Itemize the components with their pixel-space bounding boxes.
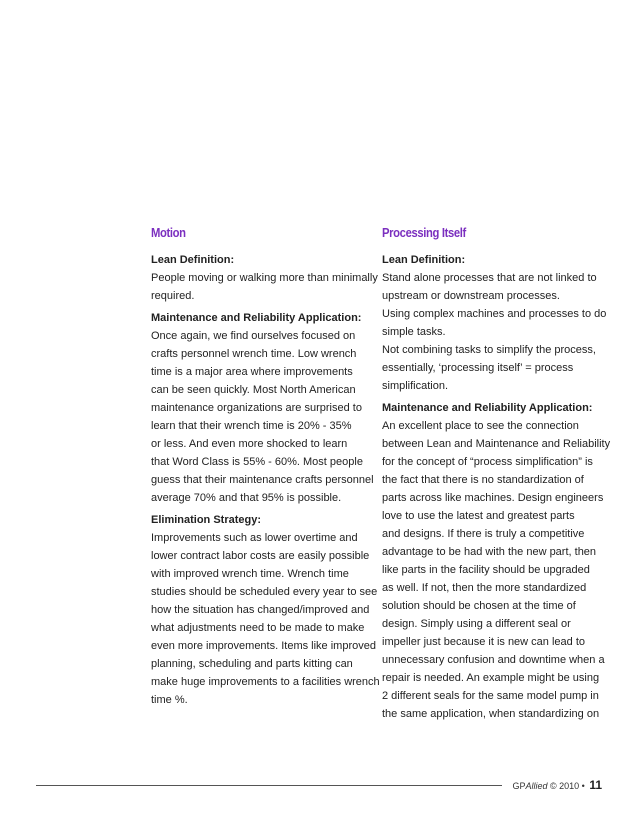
mr-application-block <box>382 399 611 723</box>
body-line: with improved wrench time. Wrench time <box>151 568 349 580</box>
body-line: love to use the latest and greatest parts <box>382 510 575 522</box>
body-line: required. <box>151 290 195 302</box>
body-line: maintenance organizations are surprised to <box>151 402 362 414</box>
body-line: impeller just because it is new can lead to <box>382 636 585 648</box>
body-line: can be seen quickly. Most North American <box>151 384 356 396</box>
body-line: time %. <box>151 694 188 706</box>
block-title: Lean Definition: <box>382 254 466 266</box>
section-heading-motion: Motion <box>151 226 186 240</box>
body-line: average 70% and that 95% is possible. <box>151 492 342 504</box>
body-line: Not combining tasks to simplify the process, <box>382 344 596 356</box>
body-line: simplification. <box>382 380 449 392</box>
block-title: Lean Definition: <box>151 254 235 266</box>
block-title: Maintenance and Reliability Application: <box>382 402 593 414</box>
body-line: time is a major area where improvements <box>151 366 353 378</box>
body-line: simple tasks. <box>382 326 446 338</box>
body-line: learn that their wrench time is 20% - 35% <box>151 420 352 432</box>
body-line: or less. And even more shocked to learn <box>151 438 348 450</box>
body-line: even more improvements. Items like improved <box>151 640 376 652</box>
block-title: Maintenance and Reliability Application: <box>151 312 362 324</box>
body-line: upstream or downstream processes. <box>382 290 560 302</box>
body-line: People moving or walking more than minimally <box>151 272 378 284</box>
section-heading-processing-itself: Processing Itself <box>382 226 466 240</box>
footer-divider <box>36 785 502 786</box>
page-number: 11 <box>589 778 602 792</box>
body-line: repair is needed. An example might be using <box>382 672 600 684</box>
body-line: parts across like machines. Design engineers <box>382 492 604 504</box>
body-line: the fact that there is no standardization of <box>382 474 584 486</box>
body-line: for the concept of “process simplification” is <box>382 456 593 468</box>
body-line: planning, scheduling and parts kitting can <box>151 658 353 670</box>
body-line: make huge improvements to a facilities wrench <box>151 676 380 688</box>
body-line: the same application, when standardizing on <box>382 708 600 720</box>
body-line: like parts in the facility should be upgraded <box>382 564 590 576</box>
body-line: studies should be scheduled every year to see <box>151 586 378 598</box>
elimination-strategy-block <box>151 511 380 709</box>
footer-copyright: © 2010 • <box>547 781 588 791</box>
block-title: Elimination Strategy: <box>151 514 262 526</box>
body-line: between Lean and Maintenance and Reliability <box>382 438 611 450</box>
body-line: unnecessary confusion and downtime when a <box>382 654 605 666</box>
body-line: lower contract labor costs are easily possible <box>151 550 370 562</box>
footer-brand-suffix: Allied <box>525 781 548 791</box>
left-column <box>151 224 380 713</box>
body-line: An excellent place to see the connection <box>382 420 579 432</box>
lean-definition-block <box>382 251 607 395</box>
body-line: as well. If not, then the more standardized <box>382 582 587 594</box>
footer-brand-prefix: GP <box>512 781 526 791</box>
right-column <box>382 224 611 727</box>
body-line: solution should be chosen at the time of <box>382 600 576 612</box>
mr-application-block <box>151 309 373 507</box>
body-line: design. Simply using a different seal or <box>382 618 571 630</box>
body-line: 2 different seals for the same model pump in <box>382 690 599 702</box>
body-line: Stand alone processes that are not linked to <box>382 272 597 284</box>
page-footer <box>512 778 602 792</box>
body-line: essentially, ‘processing itself’ = process <box>382 362 574 374</box>
body-line: Using complex machines and processes to do <box>382 308 607 320</box>
body-line: Improvements such as lower overtime and <box>151 532 358 544</box>
body-line: and designs. If there is truly a competitive <box>382 528 585 540</box>
body-line: how the situation has changed/improved and <box>151 604 370 616</box>
lean-definition-block <box>151 251 378 305</box>
body-line: that Word Class is 55% - 60%. Most people <box>151 456 363 468</box>
body-line: crafts personnel wrench time. Low wrench <box>151 348 357 360</box>
body-line: what adjustments need to be made to make <box>151 622 365 634</box>
body-line: guess that their maintenance crafts personnel <box>151 474 374 486</box>
body-line: advantage to be had with the new part, then <box>382 546 597 558</box>
body-line: Once again, we find ourselves focused on <box>151 330 356 342</box>
